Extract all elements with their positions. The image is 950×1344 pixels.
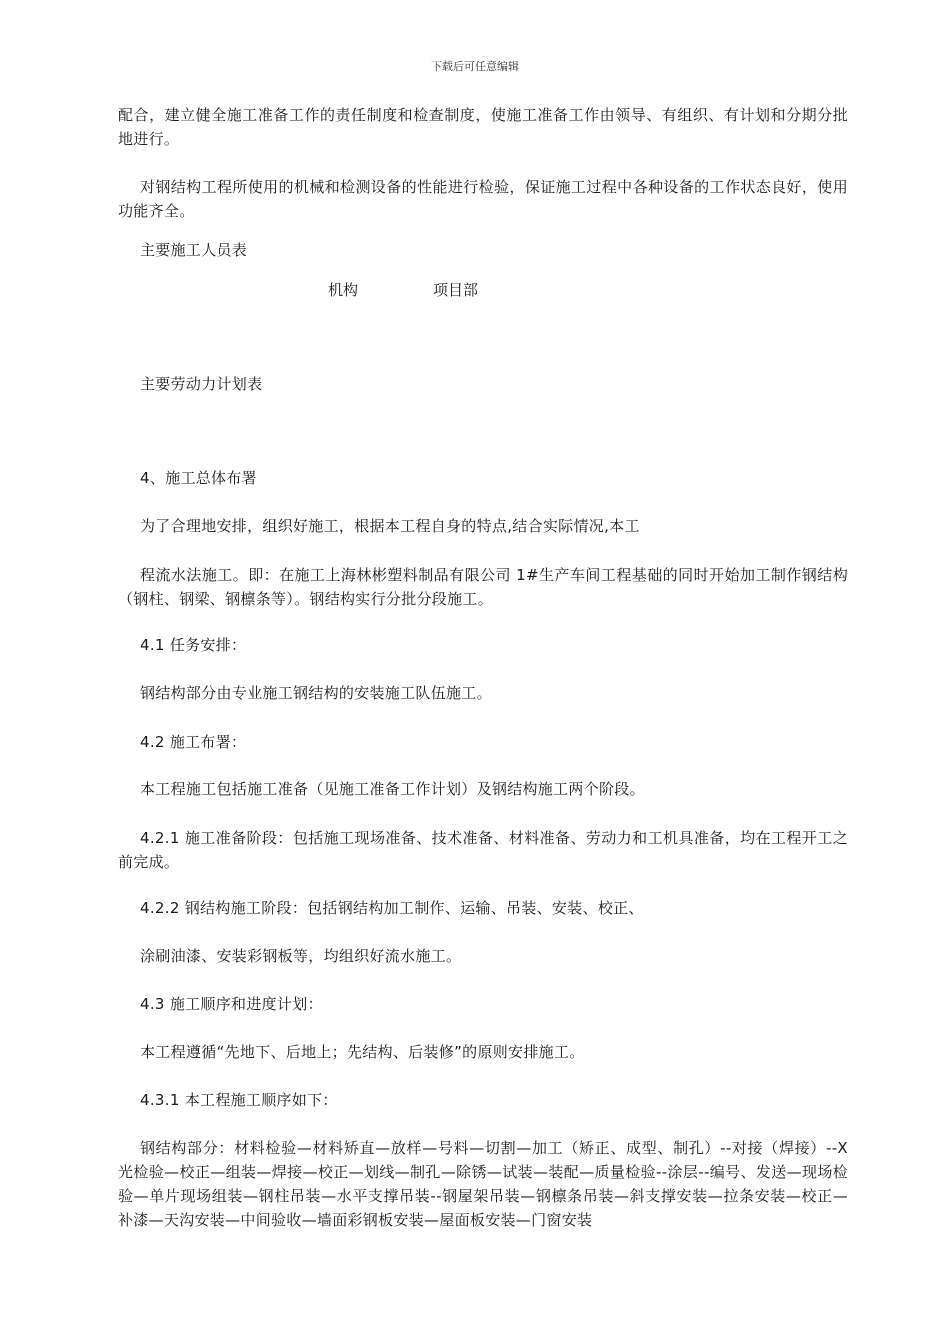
- paragraph: 本工程施工包括施工准备（见施工准备工作计划）及钢结构施工两个阶段。: [140, 780, 645, 798]
- paragraph: 4.2.2 钢结构施工阶段：包括钢结构加工制作、运输、吊装、安装、校正、: [140, 899, 644, 917]
- paragraph: 程流水法施工。即：在施工上海林彬塑料制品有限公司 1#生产车间工程基础的同时开始加工制作钢结构（钢柱、钢梁、钢檩条等）。钢结构实行分批分段施工。: [118, 566, 848, 608]
- section-heading: 主要劳动力计划表: [140, 375, 263, 393]
- section-heading: 4.3.1 本工程施工顺序如下：: [140, 1091, 338, 1109]
- section-heading: 4、施工总体布署: [140, 469, 257, 487]
- section-heading: 4.1 任务安排：: [140, 636, 247, 654]
- paragraph: 4.2.1 施工准备阶段：包括施工现场准备、技术准备、材料准备、劳动力和工机具准备，均在工程开工之前完成。: [118, 829, 848, 871]
- section-heading: 4.2 施工布署：: [140, 733, 247, 751]
- page-header: 下载后可任意编辑: [431, 60, 519, 73]
- paragraph: 钢结构部分：材料检验—材料矫直—放样—号料—切割—加工（矫正、成型、制孔）--对接（焊接）--X 光检验—校正—组装—焊接—校正—划线—制孔—除锈—试装—装配—质量检验--涂层--编号、发送—现场检验—单片现场组装—钢柱吊装—水平支撑吊装--钢屋架吊装—钢檩条吊装—斜支撑安装—拉条安装—校正—补漆—天沟安装—中间验收—墙面彩钢板安装—屋面板安装—门窗安装: [118, 1139, 848, 1229]
- paragraph: 本工程遵循“先地下、后地上；先结构、后装修”的原则安排施工。: [140, 1043, 585, 1061]
- paragraph: 为了合理地安排，组织好施工，根据本工程自身的特点,结合实际情况,本工: [140, 517, 640, 535]
- paragraph: 配合，建立健全施工准备工作的责任制度和检查制度，使施工准备工作由领导、有组织、有计划和分期分批地进行。: [118, 106, 848, 148]
- paragraph: 钢结构部分由专业施工钢结构的安装施工队伍施工。: [140, 684, 492, 702]
- section-heading: 主要施工人员表: [140, 241, 248, 259]
- org-table-label: 机构: [328, 281, 359, 299]
- org-table-value: 项目部: [433, 281, 479, 299]
- section-heading: 4.3 施工顺序和进度计划：: [140, 995, 323, 1013]
- paragraph: 涂刷油漆、安装彩钢板等，均组织好流水施工。: [140, 947, 462, 965]
- paragraph: 对钢结构工程所使用的机械和检测设备的性能进行检验，保证施工过程中各种设备的工作状态良好，使用功能齐全。: [118, 178, 848, 220]
